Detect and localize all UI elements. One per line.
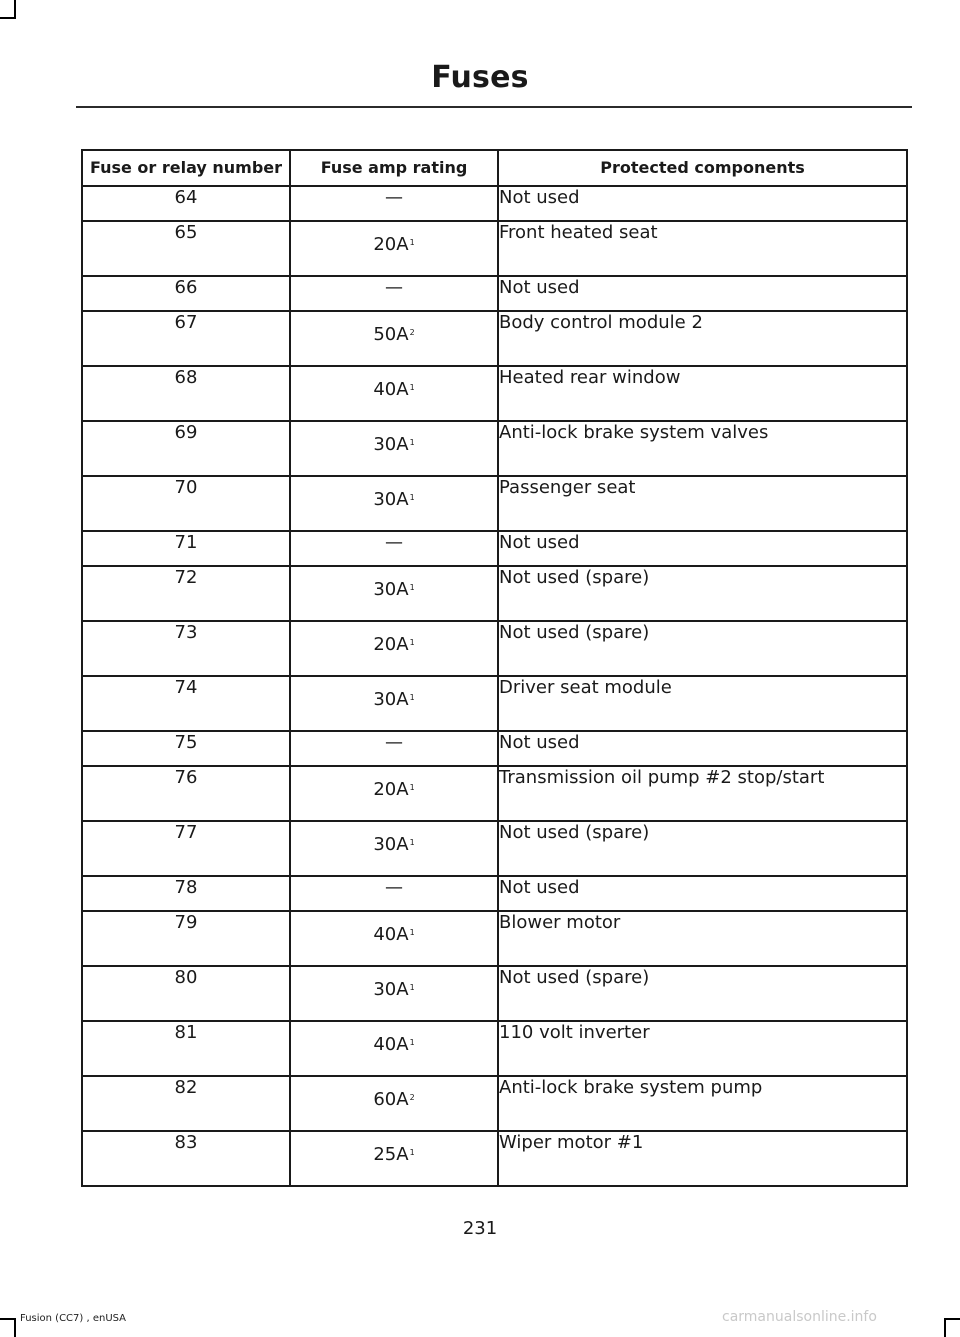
fuse-number-cell: 81 [82,1021,290,1076]
crop-mark [14,1318,16,1337]
table-row [82,1021,907,1076]
amp-rating-cell [290,366,498,421]
table-row [82,276,907,311]
amp-rating-value: 40A [373,379,409,400]
protected-component-cell: Not used [498,276,907,311]
amp-rating-value: — [385,732,403,753]
amp-rating-value: — [385,532,403,553]
amp-rating-cell [290,1021,498,1076]
amp-rating-cell [290,311,498,366]
amp-rating-value: 30A [373,979,409,1000]
amp-rating-cell [290,531,498,566]
amp-rating-value: 60A [373,1089,409,1110]
protected-component-cell: Not used (spare) [498,966,907,1021]
page-title: Fuses [431,60,529,95]
crop-mark [944,1318,960,1320]
amp-rating-value: 30A [373,489,409,510]
footnote-marker: 1 [409,928,415,937]
table-row [82,966,907,1021]
footnote-marker: 1 [409,1148,415,1157]
fuse-number-cell: 72 [82,566,290,621]
fuse-number-cell: 78 [82,876,290,911]
table-row [82,421,907,476]
page-number: 231 [462,1218,498,1239]
amp-rating-cell [290,621,498,676]
document-info: Fusion (CC7) , enUSA [20,1313,127,1324]
amp-rating-value: 40A [373,1034,409,1055]
protected-component-cell: Anti-lock brake system pump [498,1076,907,1131]
table-body [82,186,907,1186]
fuse-number-cell: 77 [82,821,290,876]
amp-rating-value: — [385,277,403,298]
amp-rating-value: 40A [373,924,409,945]
table-row [82,911,907,966]
protected-component-cell: Body control module 2 [498,311,907,366]
table-row [82,821,907,876]
table-row [82,676,907,731]
fuse-number-cell: 69 [82,421,290,476]
amp-rating-value: 30A [373,579,409,600]
amp-rating-cell [290,1076,498,1131]
amp-rating-value: 25A [373,1144,409,1165]
table-row [82,566,907,621]
fuse-number-cell: 66 [82,276,290,311]
protected-component-cell: Not used (spare) [498,566,907,621]
amp-rating-value: 30A [373,434,409,455]
amp-rating-cell [290,766,498,821]
footnote-marker: 1 [409,438,415,447]
amp-rating-cell [290,421,498,476]
table-row [82,311,907,366]
footnote-marker: 2 [409,1093,415,1102]
footnote-marker: 1 [409,638,415,647]
footnote-marker: 1 [409,238,415,247]
column-header-fuse-number: Fuse or relay number [82,150,290,186]
amp-rating-value: — [385,877,403,898]
fuse-number-cell: 74 [82,676,290,731]
amp-rating-cell [290,1131,498,1186]
fuse-number-cell: 67 [82,311,290,366]
footnote-marker: 1 [409,583,415,592]
table-row [82,766,907,821]
amp-rating-value: 30A [373,834,409,855]
amp-rating-cell [290,476,498,531]
footnote-marker: 1 [409,983,415,992]
fuse-number-cell: 71 [82,531,290,566]
protected-component-cell: Not used [498,731,907,766]
amp-rating-cell [290,276,498,311]
fuse-number-cell: 64 [82,186,290,221]
amp-rating-value: 50A [373,324,409,345]
footnote-marker: 1 [409,783,415,792]
watermark: carmanualsonline.info [722,1309,877,1325]
protected-component-cell: Wiper motor #1 [498,1131,907,1186]
table-row [82,476,907,531]
fuse-number-cell: 76 [82,766,290,821]
fuse-number-cell: 80 [82,966,290,1021]
table-row [82,531,907,566]
footnote-marker: 2 [409,328,415,337]
crop-mark [0,1318,16,1320]
fuse-number-cell: 73 [82,621,290,676]
protected-component-cell: Anti-lock brake system valves [498,421,907,476]
protected-component-cell: Blower motor [498,911,907,966]
crop-mark [14,0,16,18]
amp-rating-cell [290,676,498,731]
protected-component-cell: Not used [498,876,907,911]
table-row [82,731,907,766]
protected-component-cell: Heated rear window [498,366,907,421]
column-header-amp-rating: Fuse amp rating [290,150,498,186]
table-header-row [82,150,907,186]
amp-rating-value: 20A [373,234,409,255]
amp-rating-cell [290,911,498,966]
fuse-number-cell: 70 [82,476,290,531]
fuse-number-cell: 82 [82,1076,290,1131]
protected-component-cell: 110 volt inverter [498,1021,907,1076]
fuse-number-cell: 68 [82,366,290,421]
amp-rating-value: 20A [373,779,409,800]
table-row [82,186,907,221]
table-row [82,876,907,911]
protected-component-cell: Not used (spare) [498,621,907,676]
footnote-marker: 1 [409,1038,415,1047]
amp-rating-cell [290,731,498,766]
amp-rating-cell [290,566,498,621]
table-row [82,221,907,276]
fuse-number-cell: 75 [82,731,290,766]
amp-rating-value: 20A [373,634,409,655]
amp-rating-cell [290,876,498,911]
footnote-marker: 1 [409,383,415,392]
protected-component-cell: Front heated seat [498,221,907,276]
amp-rating-cell [290,966,498,1021]
amp-rating-value: 30A [373,689,409,710]
table-row [82,621,907,676]
table-row [82,366,907,421]
protected-component-cell: Not used (spare) [498,821,907,876]
protected-component-cell: Not used [498,186,907,221]
table-row [82,1131,907,1186]
amp-rating-value: — [385,187,403,208]
protected-component-cell: Not used [498,531,907,566]
fuse-number-cell: 65 [82,221,290,276]
footnote-marker: 1 [409,838,415,847]
amp-rating-cell [290,821,498,876]
amp-rating-cell [290,221,498,276]
footnote-marker: 1 [409,693,415,702]
crop-mark [944,1318,946,1337]
protected-component-cell: Transmission oil pump #2 stop/start [498,766,907,821]
title-divider [76,106,912,108]
footnote-marker: 1 [409,493,415,502]
column-header-protected-components: Protected components [498,150,907,186]
fuse-number-cell: 83 [82,1131,290,1186]
fuse-number-cell: 79 [82,911,290,966]
table-row [82,1076,907,1131]
amp-rating-cell [290,186,498,221]
protected-component-cell: Passenger seat [498,476,907,531]
fuse-table [81,149,908,1187]
protected-component-cell: Driver seat module [498,676,907,731]
crop-mark [0,17,16,19]
